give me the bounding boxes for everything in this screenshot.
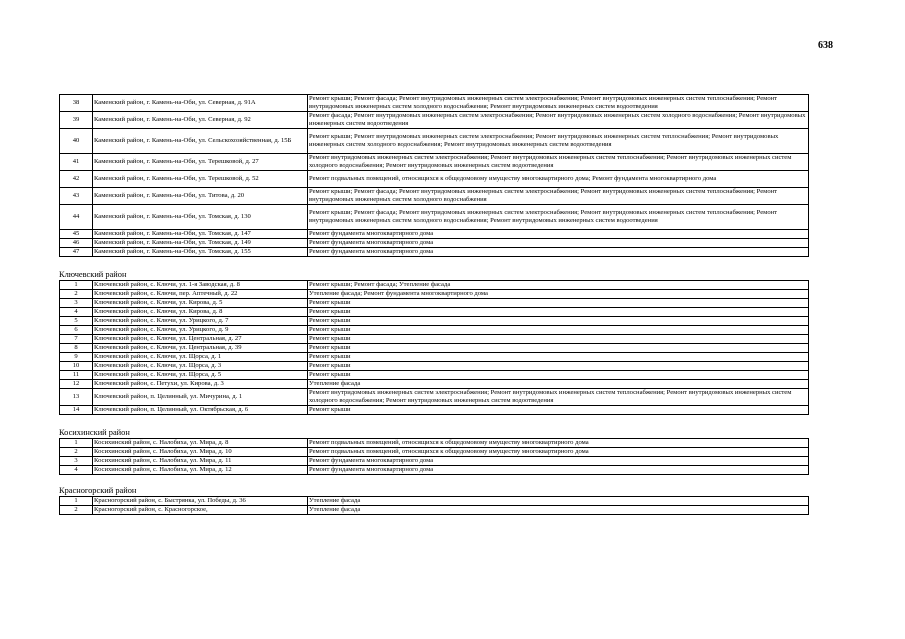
row-number: 8 <box>60 344 93 353</box>
work-list-cell: Ремонт крыши <box>308 362 809 371</box>
table-row <box>60 362 809 371</box>
row-number: 1 <box>60 497 93 506</box>
address-cell: Каменский район, г. Камень-на-Оби, ул. Томская, д. 130 <box>93 205 308 230</box>
address-cell: Ключевский район, с. Ключи, ул. Центральная, д. 27 <box>93 335 308 344</box>
address-cell: Ключевский район, п. Целинный, ул. Октябрьская, д. 6 <box>93 406 308 415</box>
work-list-cell: Ремонт фасада; Ремонт внутридомовых инженерных систем электроснабжения; Ремонт внутридомовых инженерных систем холодного водоснабжения; Ремонт внутридомовых инженерных систем водоотведения <box>308 112 809 129</box>
table-kamensky <box>59 94 809 257</box>
work-list-cell: Ремонт внутридомовых инженерных систем электроснабжения; Ремонт внутридомовых инженерных систем теплоснабжения; Ремонт внутридомовых инженерных систем холодного водоснабжения; Ремонт внутридомовых инженерных систем водоотведения <box>308 154 809 171</box>
address-cell: Ключевский район, с. Ключи, ул. Кирова, д. 8 <box>93 308 308 317</box>
page-number: 638 <box>818 40 833 51</box>
work-list-cell: Ремонт фундамента многоквартирного дома <box>308 457 809 466</box>
table-row <box>60 380 809 389</box>
row-number: 3 <box>60 457 93 466</box>
table-row <box>60 389 809 406</box>
table-row <box>60 406 809 415</box>
table-row <box>60 248 809 257</box>
row-number: 45 <box>60 230 93 239</box>
address-cell: Каменский район, г. Камень-на-Оби, ул. Томская, д. 155 <box>93 248 308 257</box>
address-cell: Ключевский район, с. Ключи, пер. Аптечный, д. 22 <box>93 290 308 299</box>
address-cell: Красногорский район, с. Красногорское, <box>93 506 308 515</box>
address-cell: Каменский район, г. Камень-на-Оби, ул. Терешковой, д. 52 <box>93 171 308 188</box>
work-list-cell: Ремонт фундамента многоквартирного дома <box>308 239 809 248</box>
work-list-cell: Ремонт крыши; Ремонт фасада; Утепление фасада <box>308 281 809 290</box>
document-body <box>59 94 809 515</box>
row-number: 4 <box>60 308 93 317</box>
address-cell: Косихинский район, с. Налобиха, ул. Мира, д. 8 <box>93 439 308 448</box>
table-row <box>60 95 809 112</box>
table-row <box>60 457 809 466</box>
address-cell: Каменский район, г. Камень-на-Оби, ул. Сельскохозяйственная, д. 15Б <box>93 129 308 154</box>
table-body-kosikhinsky <box>60 439 809 475</box>
work-list-cell: Ремонт крыши <box>308 353 809 362</box>
address-cell: Каменский район, г. Камень-на-Оби, ул. Титова, д. 20 <box>93 188 308 205</box>
row-number: 38 <box>60 95 93 112</box>
address-cell: Ключевский район, с. Ключи, ул. Центральная, д. 39 <box>93 344 308 353</box>
work-list-cell: Ремонт крыши <box>308 344 809 353</box>
table-row <box>60 439 809 448</box>
work-list-cell: Ремонт фундамента многоквартирного дома <box>308 248 809 257</box>
row-number: 43 <box>60 188 93 205</box>
address-cell: Ключевский район, с. Ключи, ул. Щорса, д. 5 <box>93 371 308 380</box>
row-number: 7 <box>60 335 93 344</box>
address-cell: Косихинский район, с. Налобиха, ул. Мира, д. 12 <box>93 466 308 475</box>
work-list-cell: Ремонт крыши <box>308 371 809 380</box>
row-number: 10 <box>60 362 93 371</box>
work-list-cell: Ремонт крыши <box>308 406 809 415</box>
address-cell: Ключевский район, с. Ключи, ул. 1-я Заводская, д. 8 <box>93 281 308 290</box>
address-cell: Ключевский район, с. Ключи, ул. Щорса, д. 3 <box>93 362 308 371</box>
work-list-cell: Утепление фасада <box>308 380 809 389</box>
address-cell: Каменский район, г. Камень-на-Оби, ул. Томская, д. 149 <box>93 239 308 248</box>
address-cell: Ключевский район, с. Ключи, ул. Урицкого, д. 9 <box>93 326 308 335</box>
row-number: 9 <box>60 353 93 362</box>
work-list-cell: Ремонт крыши; Ремонт фасада; Ремонт внутридомовых инженерных систем электроснабжения; Ремонт внутридомовых инженерных систем теплоснабжения; Ремонт внутридомовых инженерных систем холодного водоснабжения; Ремонт внутридомовых инженерных систем водоотведения <box>308 95 809 112</box>
row-number: 1 <box>60 281 93 290</box>
work-list-cell: Утепление фасада <box>308 506 809 515</box>
table-row <box>60 353 809 362</box>
table-klyuchevsky <box>59 280 809 415</box>
table-row <box>60 466 809 475</box>
work-list-cell: Ремонт подвальных помещений, относящихся к общедомовому имуществу многоквартирного дома <box>308 448 809 457</box>
table-row <box>60 335 809 344</box>
table-row <box>60 154 809 171</box>
table-row <box>60 205 809 230</box>
work-list-cell: Ремонт крыши; Ремонт фасада; Ремонт внутридомовых инженерных систем электроснабжения; Ремонт внутридомовых инженерных систем теплоснабжения; Ремонт внутридомовых инженерных систем холодного водоснабжения <box>308 188 809 205</box>
work-list-cell: Ремонт подвальных помещений, относящихся к общедомовому имуществу многоквартирного дома; Ремонт фундамента многоквартирного дома <box>308 171 809 188</box>
region-title-kosikhinsky: Косихинский район <box>59 428 130 437</box>
row-number: 2 <box>60 448 93 457</box>
table-row <box>60 497 809 506</box>
table-row <box>60 129 809 154</box>
work-list-cell: Ремонт внутридомовых инженерных систем электроснабжения; Ремонт внутридомовых инженерных систем теплоснабжения; Ремонт внутридомовых инженерных систем холодного водоснабжения; Ремонт внутридомовых инженерных систем водоотведения <box>308 389 809 406</box>
address-cell: Каменский район, г. Камень-на-Оби, ул. Томская, д. 147 <box>93 230 308 239</box>
row-number: 4 <box>60 466 93 475</box>
address-cell: Каменский район, г. Камень-на-Оби, ул. Северная, д. 92 <box>93 112 308 129</box>
table-row <box>60 112 809 129</box>
work-list-cell: Утепление фасада; Ремонт фундамента многоквартирного дома <box>308 290 809 299</box>
work-list-cell: Ремонт фундамента многоквартирного дома <box>308 466 809 475</box>
address-cell: Ключевский район, с. Ключи, ул. Щорса, д. 1 <box>93 353 308 362</box>
work-list-cell: Ремонт крыши <box>308 299 809 308</box>
table-row <box>60 371 809 380</box>
address-cell: Косихинский район, с. Налобиха, ул. Мира, д. 10 <box>93 448 308 457</box>
work-list-cell: Ремонт крыши <box>308 326 809 335</box>
row-number: 1 <box>60 439 93 448</box>
table-row <box>60 299 809 308</box>
row-number: 2 <box>60 506 93 515</box>
row-number: 3 <box>60 299 93 308</box>
table-row <box>60 506 809 515</box>
table-row <box>60 188 809 205</box>
region-title-klyuchevsky: Ключевский район <box>59 270 127 279</box>
region-title-krasnogorsky: Красногорский район <box>59 486 137 495</box>
address-cell: Каменский район, г. Камень-на-Оби, ул. Терешковой, д. 27 <box>93 154 308 171</box>
work-list-cell: Ремонт фундамента многоквартирного дома <box>308 230 809 239</box>
table-row <box>60 317 809 326</box>
table-row <box>60 308 809 317</box>
row-number: 13 <box>60 389 93 406</box>
row-number: 47 <box>60 248 93 257</box>
work-list-cell: Утепление фасада <box>308 497 809 506</box>
table-row <box>60 281 809 290</box>
table-body-klyuchevsky <box>60 281 809 415</box>
table-row <box>60 239 809 248</box>
row-number: 6 <box>60 326 93 335</box>
table-body-kamensky <box>60 95 809 257</box>
work-list-cell: Ремонт крыши; Ремонт фасада; Ремонт внутридомовых инженерных систем электроснабжения; Ремонт внутридомовых инженерных систем теплоснабжения; Ремонт внутридомовых инженерных систем холодного водоснабжения; Ремонт внутридомовых инженерных систем водоотведения <box>308 205 809 230</box>
address-cell: Косихинский район, с. Налобиха, ул. Мира, д. 11 <box>93 457 308 466</box>
table-kosikhinsky <box>59 438 809 475</box>
address-cell: Ключевский район, с. Ключи, ул. Кирова, д. 5 <box>93 299 308 308</box>
table-row <box>60 290 809 299</box>
address-cell: Ключевский район, п. Целинный, ул. Мичурина, д. 1 <box>93 389 308 406</box>
address-cell: Красногорский район, с. Быстрянка, ул. Победы, д. 36 <box>93 497 308 506</box>
row-number: 12 <box>60 380 93 389</box>
table-row <box>60 448 809 457</box>
work-list-cell: Ремонт крыши <box>308 308 809 317</box>
row-number: 42 <box>60 171 93 188</box>
table-body-krasnogorsky <box>60 497 809 515</box>
table-row <box>60 326 809 335</box>
work-list-cell: Ремонт крыши; Ремонт внутридомовых инженерных систем электроснабжения; Ремонт внутридомовых инженерных систем теплоснабжения; Ремонт внутридомовых инженерных систем холодного водоснабжения; Ремонт внутридомовых инженерных систем водоотведения <box>308 129 809 154</box>
address-cell: Ключевский район, с. Петухи, ул. Кирова, д. 3 <box>93 380 308 389</box>
table-krasnogorsky <box>59 496 809 515</box>
work-list-cell: Ремонт крыши <box>308 335 809 344</box>
row-number: 46 <box>60 239 93 248</box>
table-row <box>60 230 809 239</box>
row-number: 14 <box>60 406 93 415</box>
work-list-cell: Ремонт крыши <box>308 317 809 326</box>
address-cell: Каменский район, г. Камень-на-Оби, ул. Северная, д. 91А <box>93 95 308 112</box>
row-number: 39 <box>60 112 93 129</box>
address-cell: Ключевский район, с. Ключи, ул. Урицкого, д. 7 <box>93 317 308 326</box>
row-number: 5 <box>60 317 93 326</box>
row-number: 44 <box>60 205 93 230</box>
work-list-cell: Ремонт подвальных помещений, относящихся к общедомовому имуществу многоквартирного дома <box>308 439 809 448</box>
table-row <box>60 344 809 353</box>
row-number: 41 <box>60 154 93 171</box>
row-number: 2 <box>60 290 93 299</box>
row-number: 40 <box>60 129 93 154</box>
table-row <box>60 171 809 188</box>
row-number: 11 <box>60 371 93 380</box>
